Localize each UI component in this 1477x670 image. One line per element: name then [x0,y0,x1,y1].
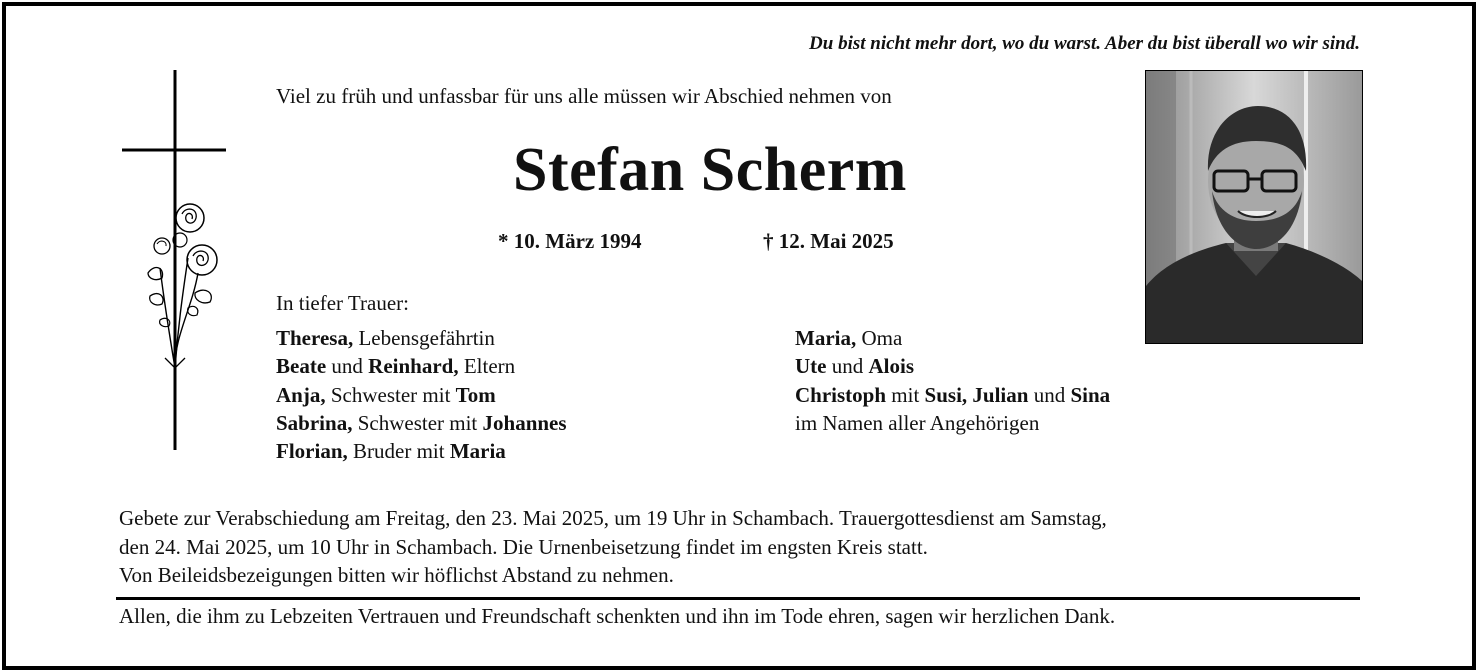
mourner-name: Ute [795,354,827,379]
mourner-relation: und [1028,382,1071,407]
mourner-relation: Bruder mit [347,439,450,464]
service-line: Von Beileidsbezeigungen bitten wir höflichst Abstand zu nehmen. [119,563,674,587]
mourner-relation: mit [886,382,925,407]
mourner-name: Susi, Julian [924,382,1029,407]
mourner-relation: und [326,354,369,379]
mourner-line [276,324,567,352]
mourner-relation: Schwester mit [325,382,456,407]
thanks-text: Allen, die ihm zu Lebzeiten Vertrauen und Freundschaft schenkten und ihn im Tode ehren, sagen wir herzlichen Dank. [119,604,1116,628]
mourner-name: Florian, [276,439,348,464]
service-line: den 24. Mai 2025, um 10 Uhr in Schambach. Die Urnenbeisetzung findet im engsten Kreis statt. [119,534,928,559]
mourners-left-column [276,324,567,465]
mourner-relation: Oma [856,326,903,350]
mourner-line [276,352,567,380]
mourner-name: Theresa, [276,326,354,350]
mourner-line [276,437,567,465]
mourner-name: Sina [1070,382,1111,407]
motto-quote: Du bist nicht mehr dort, wo du warst. Aber du bist überall wo wir sind. [809,33,1360,54]
mourner-line [795,409,1110,437]
deceased-name: Stefan Scherm [513,136,907,204]
service-line: Gebete zur Verabschiedung am Freitag, den 23. Mai 2025, um 19 Uhr in Schambach. Trauergottesdienst am Samstag, [119,506,1107,530]
mourner-relation: und [826,354,869,379]
mourner-relation: Schwester mit [352,410,483,435]
mourner-line [795,381,1110,409]
mourner-name: Reinhard, [368,354,459,379]
birth-date: * 10. März 1994 [498,229,642,253]
mourner-name: Johannes [482,410,567,435]
mourner-name: Sabrina, [276,410,353,435]
cross-with-roses-icon [120,68,230,452]
mourner-name: Maria, [795,326,857,350]
mourner-name: Christoph [795,382,887,407]
mourner-relation: im Namen aller Angehörigen [795,410,1040,435]
mourner-name: Alois [868,354,914,379]
mourner-line [795,352,1110,380]
mourners-right-column [795,324,1110,437]
intro-text: Viel zu früh und unfassbar für uns alle müssen wir Abschied nehmen von [276,84,892,108]
portrait-photo [1145,70,1363,344]
death-date: † 12. Mai 2025 [763,229,894,253]
service-info [119,504,1107,590]
divider [116,597,1360,600]
mourning-label: In tiefer Trauer: [276,291,409,315]
mourner-line [276,409,567,437]
mourner-name: Maria [449,439,506,464]
mourner-relation: Lebensgefährtin [353,326,495,350]
mourner-relation: Eltern [458,354,516,379]
mourner-name: Anja, [276,382,326,407]
mourner-line [795,324,1110,352]
mourner-line [276,381,567,409]
mourner-name: Beate [276,354,327,379]
mourner-name: Tom [455,382,496,407]
